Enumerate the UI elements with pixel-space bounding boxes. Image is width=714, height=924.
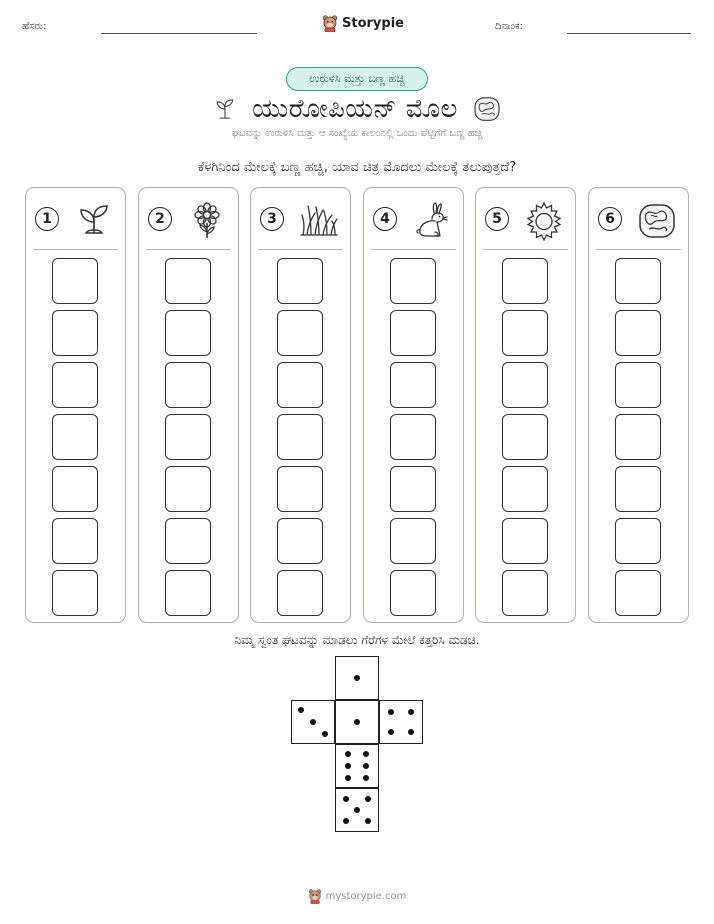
- column-6: [588, 187, 689, 623]
- column-number: 3: [260, 207, 284, 231]
- title-row: [0, 93, 714, 125]
- color-box[interactable]: [390, 258, 436, 304]
- color-box[interactable]: [277, 362, 323, 408]
- column-divider: [33, 249, 118, 250]
- color-box[interactable]: [165, 414, 211, 460]
- color-box[interactable]: [52, 310, 98, 356]
- dice-pip: [345, 775, 351, 781]
- color-box[interactable]: [165, 310, 211, 356]
- color-box[interactable]: [165, 570, 211, 616]
- column-1: [25, 187, 126, 623]
- brand-name: Storypie: [342, 15, 404, 31]
- column-divider: [596, 249, 681, 250]
- color-box[interactable]: [502, 518, 548, 564]
- color-box[interactable]: [52, 362, 98, 408]
- question: ಕೆಳಗಿನಿಂದ ಮೇಲಕ್ಕೆ ಬಣ್ಣ ಹಚ್ಚಿ, ಯಾವ ಚಿತ್ರ ಮೊದಲು ಮೇಲಕ್ಕೆ ತಲುಪುತ್ತದೆ?: [197, 160, 517, 175]
- column-4: [363, 187, 464, 623]
- dice-pip: [408, 709, 414, 715]
- bear-mascot-icon: [308, 888, 322, 904]
- column-5: [475, 187, 576, 623]
- column-divider: [483, 249, 568, 250]
- dice-pip: [343, 796, 349, 802]
- name-line[interactable]: [101, 33, 257, 34]
- column-divider: [258, 249, 343, 250]
- dice-face-left[interactable]: [291, 700, 335, 744]
- brand-logo: [322, 12, 404, 34]
- dice-pip: [345, 763, 351, 769]
- dice-face-right[interactable]: [379, 700, 423, 744]
- dice-pip: [365, 818, 371, 824]
- grass-icon: [299, 201, 339, 241]
- dice-pip: [363, 763, 369, 769]
- color-box[interactable]: [165, 466, 211, 512]
- date-line[interactable]: [567, 33, 691, 34]
- color-box[interactable]: [390, 310, 436, 356]
- burrow-icon: [637, 201, 677, 241]
- page-title: ಯುರೋಪಿಯನ್ ಮೊಲ: [252, 93, 458, 124]
- color-box[interactable]: [390, 518, 436, 564]
- burrow-icon: [472, 94, 502, 124]
- column-number: 1: [35, 207, 59, 231]
- color-box[interactable]: [502, 362, 548, 408]
- color-box[interactable]: [277, 570, 323, 616]
- dice-pip: [388, 729, 394, 735]
- dice-pip: [310, 719, 316, 725]
- dice-pip: [354, 675, 360, 681]
- column-2: [138, 187, 239, 623]
- dice-pip: [363, 751, 369, 757]
- color-box[interactable]: [52, 466, 98, 512]
- dice-pip: [408, 729, 414, 735]
- footer: [0, 887, 714, 905]
- dice-pip: [365, 796, 371, 802]
- color-box[interactable]: [615, 310, 661, 356]
- dice-pip: [345, 751, 351, 757]
- color-box[interactable]: [390, 570, 436, 616]
- sun-icon: [524, 201, 564, 241]
- color-box[interactable]: [165, 518, 211, 564]
- dice-face-top[interactable]: [335, 656, 379, 700]
- date-label: ದಿನಾಂಕ:: [495, 21, 523, 32]
- dice-pip: [388, 709, 394, 715]
- color-box[interactable]: [615, 466, 661, 512]
- color-box[interactable]: [52, 570, 98, 616]
- dice-pip: [363, 775, 369, 781]
- color-box[interactable]: [277, 414, 323, 460]
- sprout-icon: [74, 201, 114, 241]
- color-box[interactable]: [615, 518, 661, 564]
- color-box[interactable]: [502, 310, 548, 356]
- dice-pip: [354, 807, 360, 813]
- color-box[interactable]: [390, 414, 436, 460]
- color-box[interactable]: [165, 362, 211, 408]
- color-box[interactable]: [390, 466, 436, 512]
- column-3: [250, 187, 351, 623]
- dice-face-lower[interactable]: [335, 744, 379, 788]
- dice-face-bottom[interactable]: [335, 788, 379, 832]
- column-number: 5: [485, 207, 509, 231]
- color-box[interactable]: [52, 414, 98, 460]
- color-box[interactable]: [277, 518, 323, 564]
- color-box[interactable]: [615, 414, 661, 460]
- dice-pip: [343, 818, 349, 824]
- dice-pip: [298, 707, 304, 713]
- color-box[interactable]: [277, 258, 323, 304]
- color-box[interactable]: [52, 258, 98, 304]
- color-box[interactable]: [390, 362, 436, 408]
- column-number: 2: [148, 207, 172, 231]
- subtitle: ಘಟವನ್ನು ಉರುಳಿಸಿ ಮತ್ತು ಆ ಸಂಖ್ಯೆಯ ಕಾಲಂನಲ್ಲಿ ಒಂದು ಪೆಟ್ಟಿಗೆಗೆ ಬಣ್ಣ ಹಚ್ಚಿ: [231, 128, 483, 139]
- dice-pip: [354, 719, 360, 725]
- column-number: 6: [598, 207, 622, 231]
- color-box[interactable]: [502, 466, 548, 512]
- rabbit-icon: [412, 201, 452, 241]
- color-box[interactable]: [615, 362, 661, 408]
- color-box[interactable]: [165, 258, 211, 304]
- color-box[interactable]: [502, 258, 548, 304]
- color-box[interactable]: [615, 258, 661, 304]
- name-label: ಹೆಸರು:: [22, 21, 47, 32]
- column-number: 4: [373, 207, 397, 231]
- footer-url: mystorypie.com: [325, 890, 407, 902]
- color-box[interactable]: [277, 310, 323, 356]
- color-box[interactable]: [502, 414, 548, 460]
- activity-badge: ಉರುಳಿಸಿ ಮತ್ತು ಬಣ್ಣ ಹಚ್ಚಿ: [286, 67, 428, 91]
- color-box[interactable]: [502, 570, 548, 616]
- flower-icon: [187, 201, 227, 241]
- dice-pip: [322, 731, 328, 737]
- color-box[interactable]: [277, 466, 323, 512]
- sprout-icon: [212, 96, 238, 122]
- cut-fold-instruction: ನಿಮ್ಮ ಸ್ವಂತ ಘಟವನ್ನು ಮಾಡಲು ಗೆರೆಗಳ ಮೇಲೆ ಕತ್ತರಿಸಿ ಮಡಚಿ.: [234, 633, 480, 647]
- bear-mascot-icon: [322, 14, 338, 32]
- column-divider: [146, 249, 231, 250]
- column-divider: [371, 249, 456, 250]
- dice-face-center[interactable]: [335, 700, 379, 744]
- color-box[interactable]: [615, 570, 661, 616]
- color-box[interactable]: [52, 518, 98, 564]
